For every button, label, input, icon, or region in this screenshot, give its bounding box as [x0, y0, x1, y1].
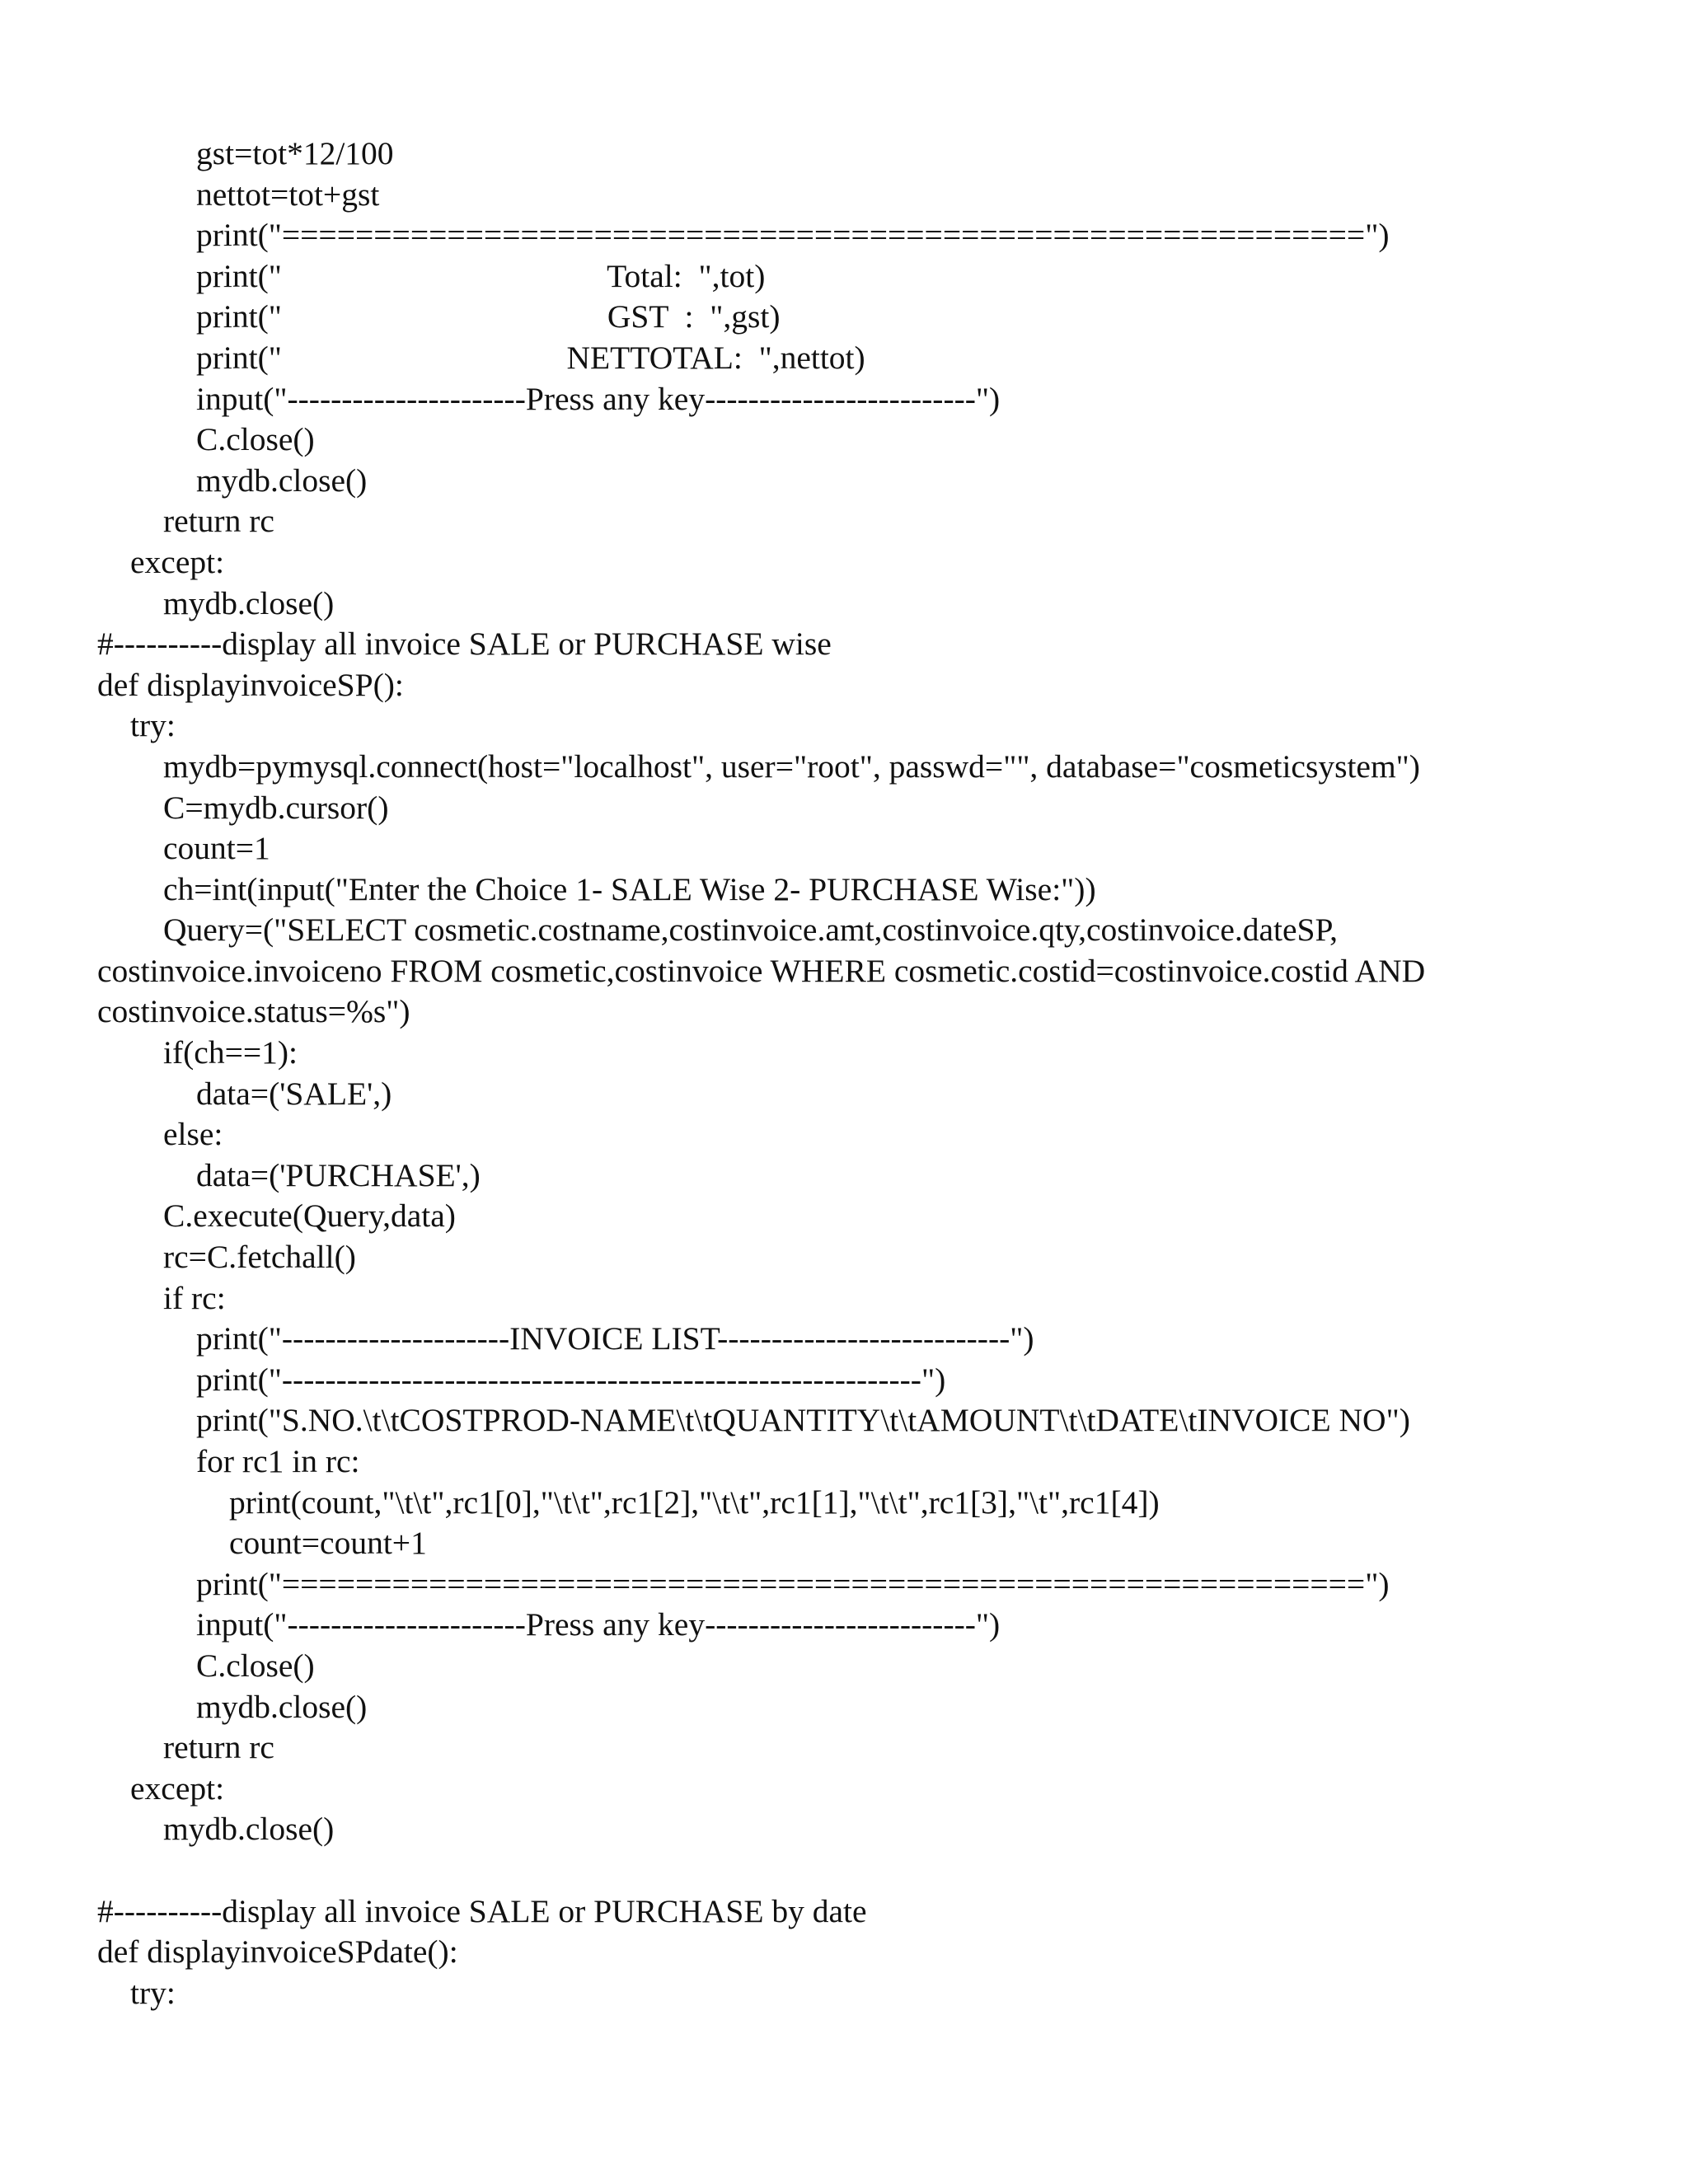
code-line: costinvoice.invoiceno FROM cosmetic,costinvoice WHERE cosmetic.costid=costinvoice.costid AND [97, 952, 1426, 989]
code-line: C.execute(Query,data) [163, 1197, 456, 1235]
code-line: except: [130, 1769, 225, 1807]
code-line: mydb.close() [196, 462, 368, 499]
code-line: count=count+1 [229, 1525, 427, 1562]
code-listing [97, 134, 1647, 2013]
code-line: count=1 [163, 830, 270, 867]
code-line: print("-----------------------------------------------------------") [196, 1361, 946, 1398]
comment-line: #----------display all invoice SALE or PURCHASE by date [97, 1892, 867, 1929]
function-definition: def displayinvoiceSPdate(): [97, 1933, 458, 1971]
code-line: mydb.close() [163, 584, 335, 621]
code-line: nettot=tot+gst [196, 176, 380, 213]
code-line: costinvoice.status=%s") [97, 993, 410, 1030]
code-line: mydb=pymysql.connect(host="localhost", user="root", passwd="", database="cosmeticsystem") [163, 748, 1420, 785]
code-line: print("===========================================================") [196, 217, 1390, 254]
code-line: print("S.NO.\t\tCOSTPROD-NAME\t\tQUANTITY\t\tAMOUNT\t\tDATE\tINVOICE NO") [196, 1402, 1410, 1439]
code-line: print("===========================================================") [196, 1565, 1390, 1602]
code-line: gst=tot*12/100 [196, 135, 394, 171]
code-line: data=('SALE',) [196, 1075, 392, 1112]
code-line: input("----------------------Press any key-------------------------") [196, 380, 1001, 417]
code-line: except: [130, 543, 225, 580]
code-line: return rc [163, 1729, 274, 1766]
code-line: if(ch==1): [163, 1034, 298, 1071]
code-line: C.close() [196, 421, 315, 458]
code-line: print(" Total: ",tot) [196, 257, 766, 294]
code-line: try: [130, 707, 176, 744]
code-line: else: [163, 1116, 223, 1153]
code-line: data=('PURCHASE',) [196, 1156, 481, 1193]
code-line: print(" GST : ",gst) [196, 298, 781, 335]
code-line: mydb.close() [196, 1688, 368, 1725]
code-line: try: [130, 1974, 176, 2011]
code-line: C=mydb.cursor() [163, 789, 389, 826]
blank-line [97, 1850, 1647, 1891]
code-line: C.close() [196, 1647, 315, 1684]
function-definition: def displayinvoiceSP(): [97, 666, 404, 703]
code-line: print("---------------------INVOICE LIST---------------------------") [196, 1320, 1034, 1357]
code-line: for rc1 in rc: [196, 1443, 360, 1479]
code-line: input("----------------------Press any key-------------------------") [196, 1606, 1001, 1643]
code-line: print(count,"\t\t",rc1[0],"\t\t",rc1[2],"\t\t",rc1[1],"\t\t",rc1[3],"\t",rc1[4]) [229, 1483, 1160, 1521]
code-line: print(" NETTOTAL: ",nettot) [196, 339, 865, 376]
code-line: return rc [163, 503, 274, 540]
code-line: mydb.close() [163, 1811, 335, 1848]
code-line: rc=C.fetchall() [163, 1239, 356, 1276]
comment-line: #----------display all invoice SALE or PURCHASE wise [97, 626, 832, 663]
code-line: ch=int(input("Enter the Choice 1- SALE Wise 2- PURCHASE Wise:")) [163, 870, 1096, 907]
code-line: Query=("SELECT cosmetic.costname,costinvoice.amt,costinvoice.qty,costinvoice.dateSP, [163, 912, 1338, 949]
code-line: if rc: [163, 1279, 226, 1316]
